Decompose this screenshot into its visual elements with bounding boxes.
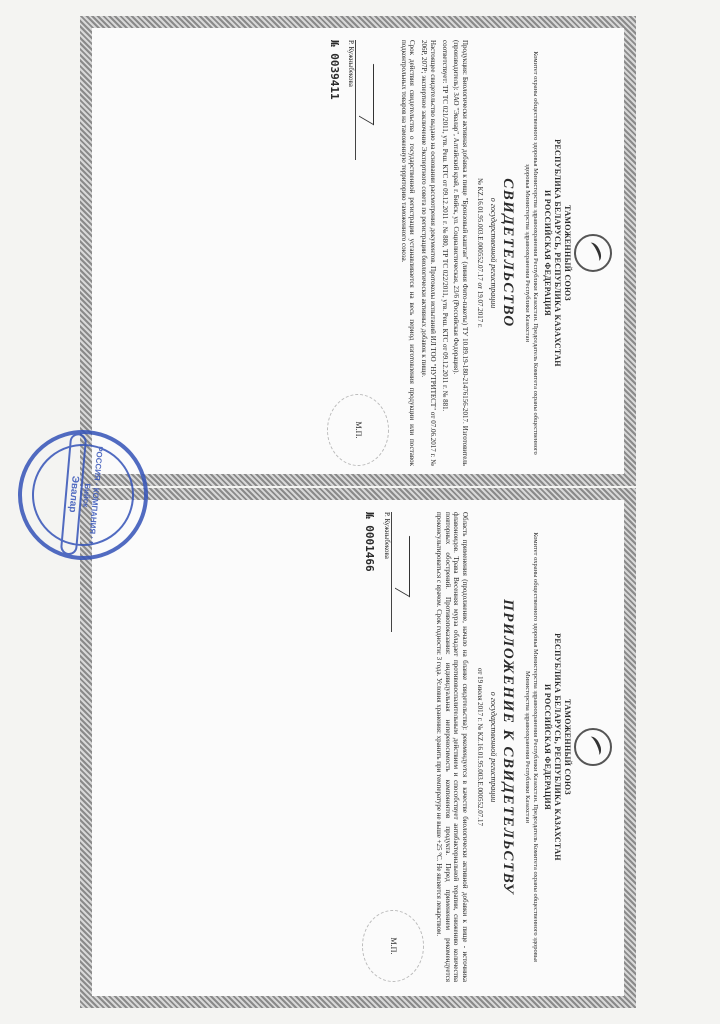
signature-row	[327, 40, 389, 466]
serial-number: № 0001466	[363, 512, 376, 572]
stamp-brand: Эвалар	[60, 433, 88, 556]
product-text: Продукция: Биологически активная добавка к пище "Бронзовый каштан" (линия Фито-пакеты) ТУ 10.89.19-180-21476156-2017. Изготовитель (производитель): ЗАО "Эвалар", Алтайский край, г. Бийск, ул. Социалистическая, 23/6 (Российская Федерация).	[452, 40, 470, 466]
document-subtitle: о государственной регистрации	[489, 691, 498, 803]
certificate-body	[399, 40, 469, 466]
union-line-2: РЕСПУБЛИКА БЕЛАРУСЬ, РЕСПУБЛИКА КАЗАХСТАН	[553, 633, 562, 861]
certificate-content	[92, 28, 622, 478]
seal-place: М.П.	[362, 910, 424, 982]
notes-text: Настоящее свидетельство выдано на основании рассмотрения документов. Протоколы испытаний ИЛ ТОО "НУТРИТЕСТ" от 07.06.2017 г. № 206Р, 207Р; экспертное заключение Экспертного совета по регистрации биологически активных добавок к пище.	[420, 40, 437, 466]
signature-block	[362, 512, 408, 632]
appendix-body	[434, 512, 469, 982]
signature-icon	[356, 40, 373, 160]
serial-number: № 0039411	[327, 40, 341, 100]
document-title: ПРИЛОЖЕНИЕ К СВИДЕТЕЛЬСТВУ	[499, 599, 516, 895]
union-line-1: ТАМОЖЕННЫЙ СОЮЗ	[563, 205, 572, 301]
validity-text: Срок действия свидетельства о государственной регистрации устанавливается на весь период изготовления продукции или поставок подконтрольных товаров на таможенную территорию таможенного союза.	[399, 40, 417, 466]
signature-row	[362, 512, 424, 982]
union-heading	[542, 512, 572, 982]
union-heading	[542, 40, 572, 466]
union-line-3: И РОССИЙСКАЯ ФЕДЕРАЦИЯ	[543, 683, 552, 811]
certificate-sheet	[80, 16, 636, 486]
appendix-sheet	[80, 488, 636, 1008]
committee-text: Комитет охраны общественного здоровья Министерства здравоохранения Республики Казахстан. Председатель Комитета охраны общественного здоровья Министерства здравоохранения Республики Казахстан	[523, 532, 539, 962]
document-title: СВИДЕТЕЛЬСТВО	[499, 178, 516, 328]
signature-icon	[391, 512, 408, 632]
stamp-content	[60, 433, 105, 558]
customs-union-emblem-icon	[574, 234, 612, 272]
seal-place: М.П.	[327, 394, 389, 466]
signature-block	[327, 40, 373, 160]
committee-text: Комитет охраны общественного здоровья Министерства здравоохранения Республики Казахстан. Председатель Комитета охраны общественного здоровья Министерства здравоохранения Республики Казахстан	[523, 51, 539, 455]
signatory-name: Р. Кужныбекова	[347, 40, 356, 87]
union-line-3: И РОССИЙСКАЯ ФЕДЕРАЦИЯ	[543, 189, 552, 317]
registration-number: от 19 июля 2017 г. № KZ.16.01.95.003.Е.000552.07.17	[476, 667, 484, 827]
union-line-2: РЕСПУБЛИКА БЕЛАРУСЬ, РЕСПУБЛИКА КАЗАХСТАН	[553, 139, 562, 367]
signatory-name: Р. Кужныбекова	[382, 512, 391, 559]
compliance-text: соответствует: ТР ТС 021/2011, утв. Реш. КТС от 09.12.2011 г. № 880, ТР ТС 022/2011, утв. Реш. КТС от 09.12.2011 г. № 881.	[440, 40, 449, 412]
appendix-content	[92, 500, 622, 994]
stamp-ring-text: РОССИЯ · КОМПАНИЯ · г. Бийск	[81, 445, 105, 547]
registration-number: № KZ.16.01.95.003.Е.000552.07.17 от 19.07.2017 г.	[476, 178, 484, 328]
scope-text: Область применения (продолжение, начало на бланке свидетельства): рекомендуется в качестве биологически активной добавки к пище - источника флавоноидов. Трава Весенняя мурза обладает противовоспалительным действием и способствует антибактериальной терапии, снижению количества повторных обострений. Противопоказания: индивидуальная непереносимость компонентов продукта. Перед применением рекомендуется проконсультироваться с врачом. Срок годности: 3 года. Условия хранения: хранить при температуре не выше +25 °С. Не является лекарством.	[435, 512, 470, 982]
document-subtitle: о государственной регистрации	[489, 197, 498, 309]
customs-union-emblem-icon	[574, 728, 612, 766]
union-line-1: ТАМОЖЕННЫЙ СОЮЗ	[563, 699, 572, 795]
